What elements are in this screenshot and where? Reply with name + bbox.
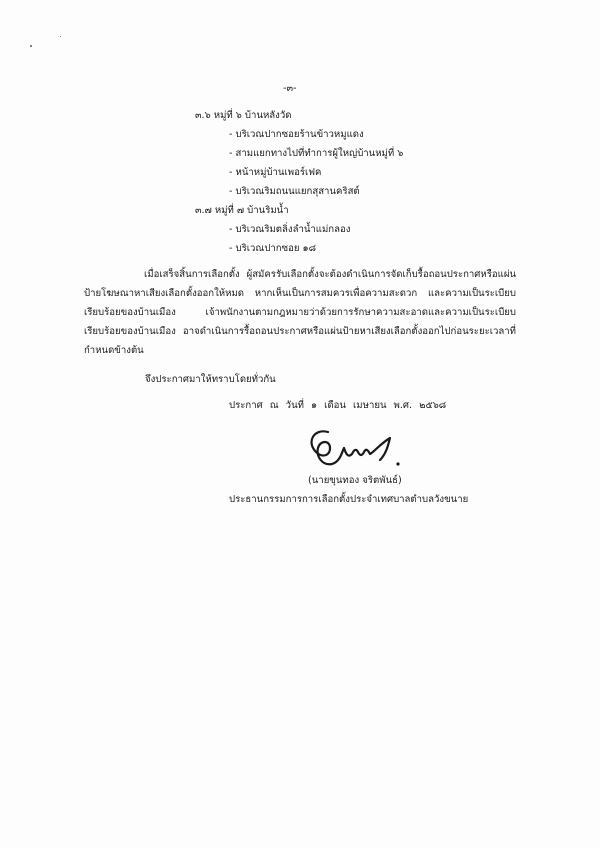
scan-speck <box>60 36 61 37</box>
list-item: - สามแยกทางไปที่ทำการผู้ใหญ่บ้านหมู่ที่ ๖ <box>229 148 404 159</box>
section-heading: ๓.๗ หมู่ที่ ๗ บ้านริมน้ำ <box>195 205 289 216</box>
page-number: -๓- <box>283 83 297 94</box>
list-item: - หน้าหมู่บ้านเพอร์เฟค <box>229 167 322 178</box>
announcement-line: จึงประกาศมาให้ทราบโดยทั่วกัน <box>145 374 276 385</box>
scan-speck <box>30 45 32 47</box>
list-item: - บริเวณริมถนนแยกสุสานคริสต์ <box>229 186 360 197</box>
section-heading: ๓.๖ หมู่ที่ ๖ บ้านหลังวัด <box>195 110 292 121</box>
signer-name: (นายขุนทอง จริตพันธ์) <box>308 475 402 486</box>
list-item: - บริเวณริมตลิ่งลำน้ำแม่กลอง <box>229 224 351 235</box>
list-item: - บริเวณปากซอยร้านข้าวหมูแดง <box>229 129 364 140</box>
signature <box>300 422 410 470</box>
body-paragraph <box>84 265 516 360</box>
signer-title: ประธานกรรมการการเลือกตั้งประจำเทศบาลตำบลวังขนาย <box>229 494 469 505</box>
date-line: ประกาศ ณ วันที่ ๑ เดือน เมษายน พ.ศ. ๒๕๖๘ <box>229 400 447 411</box>
body-paragraph-text: เมื่อเสร็จสิ้นการเลือกตั้ง ผู้สมัครรับเลือกตั้งจะต้องดำเนินการจัดเก็บรื้อถอนประกาศหรือแผ่นป้ายโฆษณาหาเสียงเลือกตั้งออกให้หมด หากเห็นเป็นการสมควรเพื่อความสะดวก และความเป็นระเบียบเรียบร้อยของบ้านเมือง เจ้าพนักงานตามกฎหมายว่าด้วยการรักษาความสะอาดและความเป็นระเบียบเรียบร้อยของบ้านเมือง อาจดำเนินการรื้อถอนประกาศหรือแผ่นป้ายหาเสียงเลือกตั้งออกไปก่อนระยะเวลาที่กำหนดข้างต้น <box>84 269 516 356</box>
list-item: - บริเวณปากซอย ๑๘ <box>229 243 317 254</box>
